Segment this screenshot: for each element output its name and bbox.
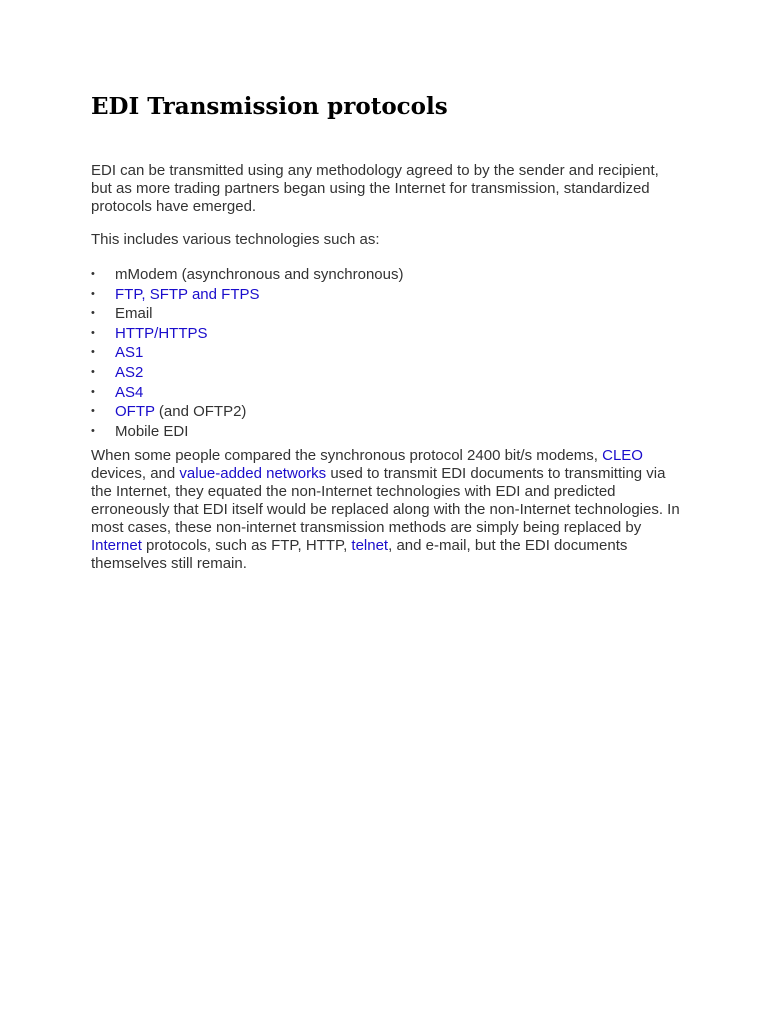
closing-paragraph [91,447,683,573]
closing-text: protocols, such as FTP, HTTP, [141,537,352,554]
lead-paragraph: This includes various technologies such as: [91,231,380,248]
bullet-icon: • [91,385,95,398]
link-ftp-sftp-ftps[interactable]: FTP, SFTP and FTPS [115,285,260,303]
list-item [91,304,403,324]
link-http[interactable]: HTTP [115,324,155,342]
bullet-icon: • [91,346,95,359]
list-item-text: Mobile EDI [115,422,189,440]
closing-text: used to transmit EDI documents to transmitting via the Internet, they equated the non-Internet technologies with EDI and predicted erroneously that EDI itself would be replaced along with the non-Internet technologies. In most cases, these non-internet transmission methods are simply being replaced by [91,465,680,536]
bullet-icon: • [91,326,95,339]
list-item [91,383,403,403]
link-cleo[interactable]: CLEO [602,447,643,464]
list-item [91,285,403,305]
closing-text: , and e-mail, but the EDI documents themselves still remain. [91,537,628,572]
link-https[interactable]: HTTPS [158,324,208,342]
link-separator: / [154,324,159,342]
intro-paragraph: EDI can be transmitted using any methodology agreed to by the sender and recipient, but as more trading partners began using the Internet for transmission, standardized protocols have emerged. [91,162,659,215]
list-item-text: mModem (asynchronous and synchronous) [115,266,404,283]
link-as1[interactable]: AS1 [115,344,144,362]
link-as2[interactable]: AS2 [115,363,144,381]
list-item-text: Email [115,305,153,323]
bullet-icon: • [91,287,95,300]
list-item-suffix: (and OFTP2) [154,403,247,421]
bullet-icon: • [91,405,95,418]
link-internet[interactable]: Internet [91,537,142,554]
bullet-icon: • [91,307,95,320]
link-oftp[interactable]: OFTP [115,403,155,421]
bullet-icon: • [91,268,95,280]
list-item [91,343,403,363]
closing-text: devices, and [91,465,180,482]
list-item [91,422,403,442]
list-item [91,363,403,383]
closing-text: When some people compared the synchronous protocol 2400 bit/s modems, [91,447,603,464]
bullet-icon: • [91,365,95,378]
list-item [91,265,403,285]
list-item [91,324,403,344]
list-item [91,402,403,422]
link-telnet[interactable]: telnet [351,537,389,554]
technology-list [91,265,403,441]
link-value-added-networks[interactable]: value-added networks [179,465,327,482]
bullet-icon: • [91,424,95,437]
link-as4[interactable]: AS4 [115,383,144,401]
page-title: EDI Transmission protocols [91,93,448,120]
